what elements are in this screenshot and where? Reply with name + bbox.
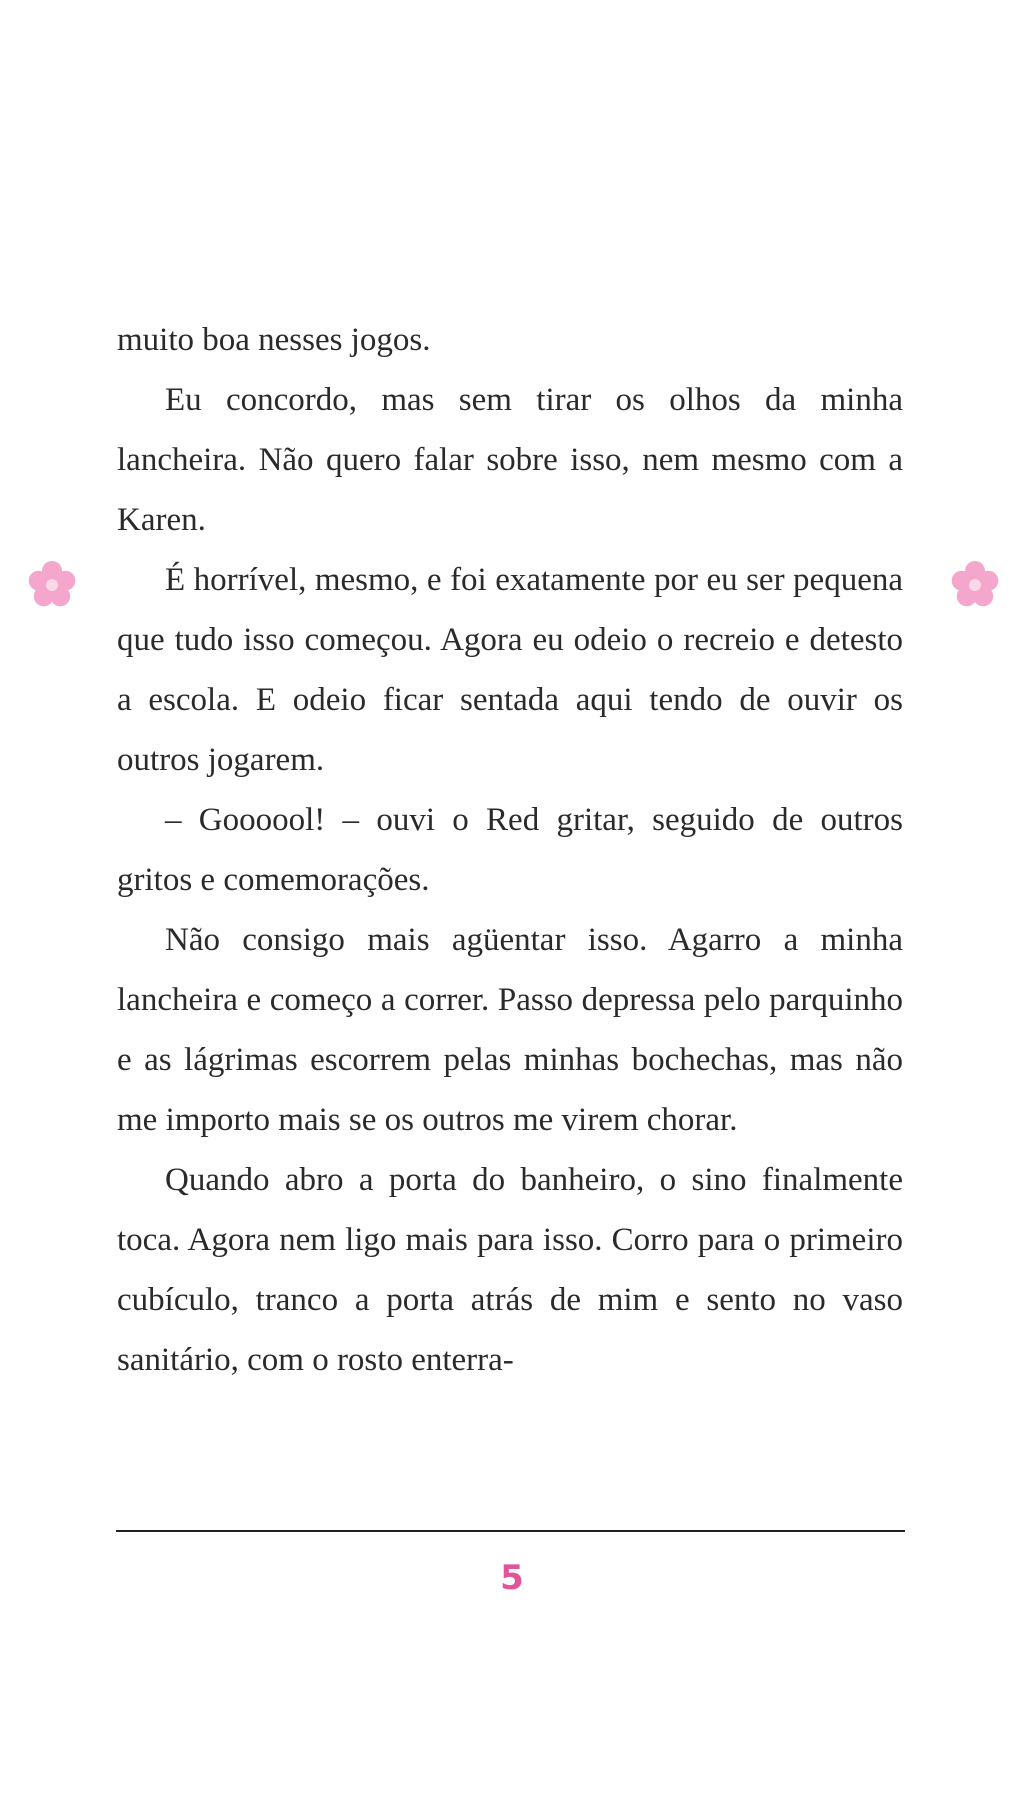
paragraph: muito boa nesses jogos. — [117, 322, 431, 358]
paragraph: Eu concordo, mas sem tirar os olhos da minha lancheira. Não quero falar sobre isso, nem mesmo com a Karen. — [117, 382, 903, 538]
footer-divider — [116, 1530, 905, 1532]
paragraph: – Goooool! – ouvi o Red gritar, seguido de outros gritos e comemorações. — [117, 802, 903, 898]
body-text — [117, 310, 903, 1390]
paragraph: Não consigo mais agüentar isso. Agarro a minha lancheira e começo a correr. Passo depressa pelo parquinho e as lágrimas escorrem pelas minhas bochechas, mas não me importo mais se os outros me virem chorar. — [117, 922, 903, 1138]
paragraph: É horrível, mesmo, e foi exatamente por eu ser pequena que tudo isso começou. Agora eu odeio o recreio e detesto a escola. E odeio ficar sentada aqui tendo de ouvir os outros jogarem. — [117, 562, 903, 778]
flower-icon — [25, 558, 79, 612]
flower-icon — [948, 558, 1002, 612]
paragraph: Quando abro a porta do banheiro, o sino finalmente toca. Agora nem ligo mais para isso. Corro para o primeiro cubículo, tranco a porta atrás de mim e sento no vaso sanitário, com o rosto enterra- — [117, 1162, 903, 1378]
page-number: 5 — [500, 1558, 524, 1598]
